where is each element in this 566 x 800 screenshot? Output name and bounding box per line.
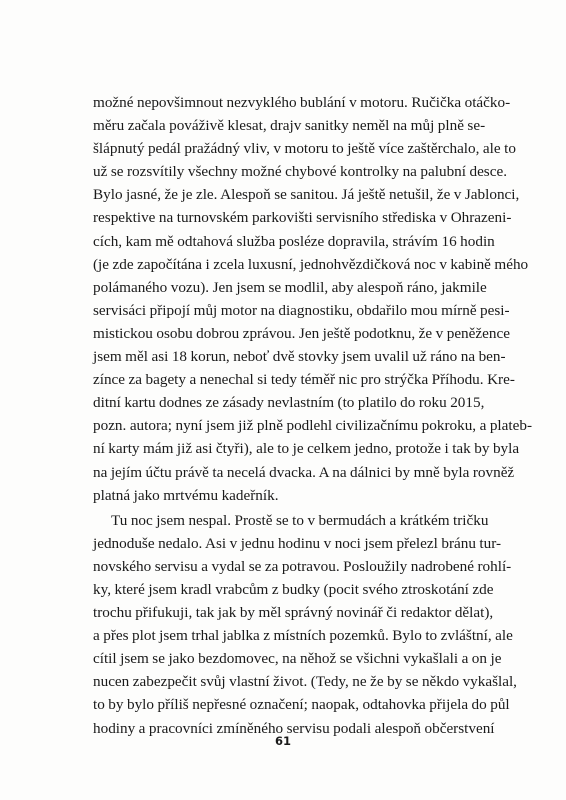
page-number: 61	[274, 734, 291, 748]
text-line: šlápnutý pedál pražádný vliv, v motoru to ještě více zaštěrchalo, ale to	[93, 140, 516, 158]
body-text	[93, 91, 533, 740]
text-line: hodiny a pracovníci zmíněného servisu podali alespoň občerstvení	[93, 719, 495, 737]
text-line: Bylo jasné, že je zle. Alespoň se sanitou. Já ještě netušil, že v Jablonci,	[93, 186, 520, 204]
text-line: možné nepovšimnout nezvyklého bublání v motoru. Ručička otáčko-	[93, 94, 511, 111]
text-line: na jejím účtu právě ta necelá dvacka. A na dálnici by mně byla rovněž	[93, 463, 515, 481]
text-line: už se rozsvítily všechny možné chybové kontrolky na palubní desce.	[93, 163, 507, 181]
text-line: to by bylo příliš nepřesné označení; naopak, odtahovka přijela do půl	[93, 696, 510, 714]
text-line: ky, které jsem kradl vrabcům z budky (pocit svého ztroskotání zde	[93, 580, 494, 598]
text-line: respektive na turnovském parkovišti servisního střediska v Ohrazeni-	[93, 209, 512, 227]
text-line: platná jako mrtvému kadeřník.	[93, 486, 279, 504]
text-line: trochu přifukuji, tak jak by měl správný novinář či redaktor dělat),	[93, 604, 494, 622]
text-line: měru začala pováživě klesat, drajv sanitky neměl na můj plně se-	[93, 117, 486, 135]
text-line: jednoduše nedalo. Asi v jednu hodinu v noci jsem přelezl bránu tur-	[93, 534, 502, 552]
text-line: (je zde započítána i zcela luxusní, jednohvězdičková noc v kabině mého	[93, 255, 529, 273]
text-line: nucen zabezpečit svůj vlastní život. (Tedy, ne že by se někdo vykašlal,	[93, 673, 517, 691]
text-line: cítil jsem se jako bezdomovec, na něhož se všichni vykašlali a on je	[93, 650, 502, 668]
text-line-paragraph-start: Tu noc jsem nespal. Prostě se to v bermudách a krátkém tričku	[111, 511, 489, 529]
text-line: jsem měl asi 18 korun, neboť dvě stovky jsem uvalil už ráno na ben-	[93, 348, 506, 366]
text-line: a přes plot jsem trhal jablka z místních pozemků. Bylo to zvláštní, ale	[93, 627, 513, 645]
text-line: ní karty mám již asi čtyři), ale to je celkem jedno, protože i tak by byla	[93, 440, 520, 458]
text-line: cích, kam mě odtahová služba posléze dopravila, strávím 16 hodin	[93, 232, 495, 250]
text-line: ditní kartu dodnes ze zásady nevlastním (to platilo do roku 2015,	[93, 394, 485, 412]
text-line: zínce za bagety a nenechal si tedy téměř nic pro strýčka Příhodu. Kre-	[93, 371, 515, 389]
text-line: mistickou osobu dobrou zprávou. Jen ještě podotknu, že v peněžence	[93, 324, 510, 342]
text-line: novského servisu a vydal se za potravou. Posloužily nadrobené rohlí-	[93, 557, 512, 575]
text-line: polámaného vozu). Jen jsem se modlil, aby alespoň ráno, jakmile	[93, 278, 487, 296]
text-line: servisáci připojí můj motor na diagnostiku, obdařilo mou mírně pesi-	[93, 301, 510, 319]
text-line: pozn. autora; nyní jsem již plně podlehl civilizačnímu pokroku, a plateb-	[93, 417, 533, 435]
